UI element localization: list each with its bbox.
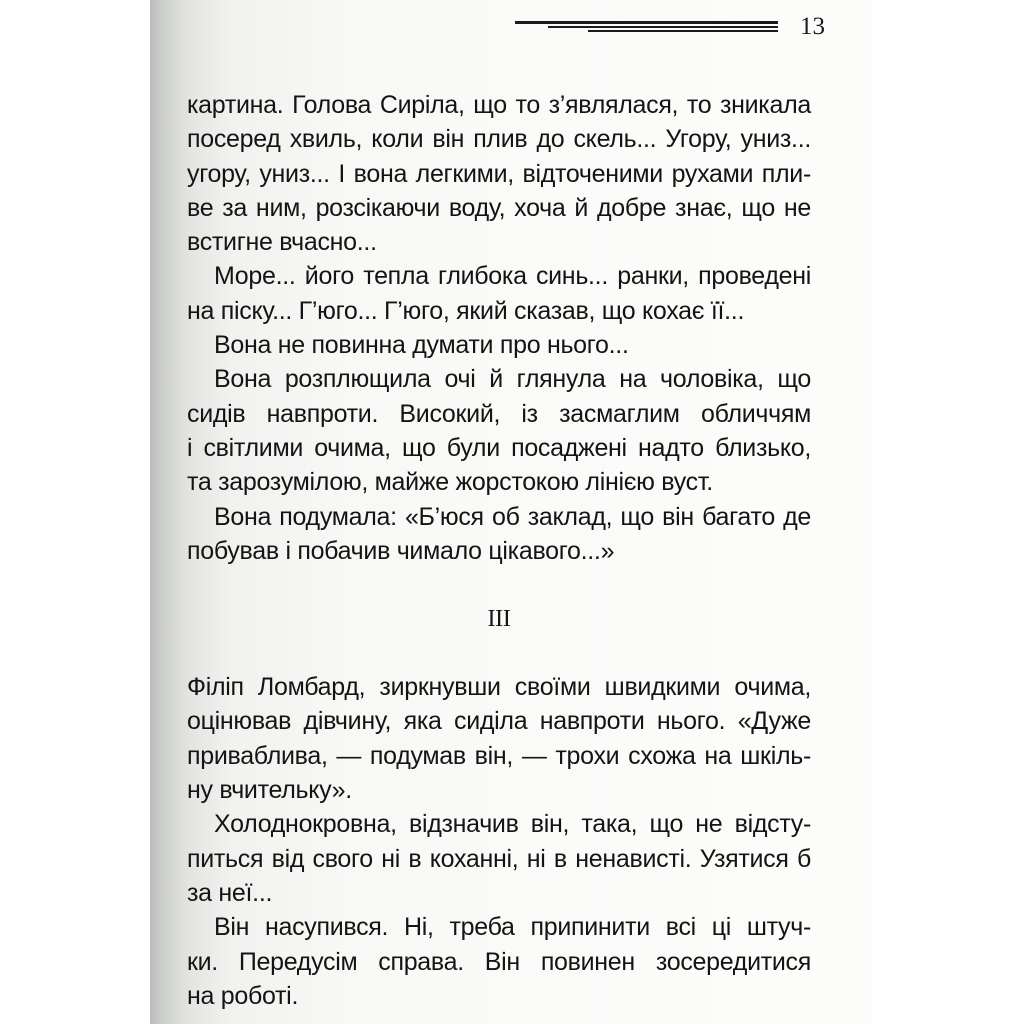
text-line: Філіп Ломбард, зиркнувши своїми швидкими очима,	[187, 673, 811, 702]
text-line: Море... його тепла глибока синь... ранки, проведені	[214, 262, 811, 291]
running-header	[495, 12, 825, 42]
text-line: на роботі.	[187, 981, 299, 1010]
text-line: Холоднокровна, відзначив він, така, що не відсту-	[214, 810, 811, 839]
paragraphs-before-section	[187, 88, 811, 568]
text-line: питься від свого ні в коханні, ні в ненависті. Узятися б	[187, 844, 811, 873]
paragraph	[187, 670, 811, 807]
section-heading: III	[487, 606, 511, 633]
text-line: приваблива, — подумав він, — трохи схожа на шкіль-	[187, 741, 811, 770]
paragraph	[187, 500, 811, 569]
header-rule	[515, 21, 778, 24]
paragraph	[187, 807, 811, 910]
text-line: і світлими очима, що були посаджені надто близько,	[187, 433, 811, 462]
text-line: ки. Передусім справа. Він повинен зосередитися	[187, 947, 811, 976]
header-rule	[548, 26, 778, 28]
paragraph	[187, 362, 811, 499]
text-line: Вона не повинна думати про нього...	[214, 331, 629, 360]
text-line: Вона подумала: «Б’юся об заклад, що він багато де	[214, 502, 811, 531]
paragraphs-after-section	[187, 670, 811, 1013]
body-text	[187, 88, 811, 1013]
text-line: встигне вчасно...	[187, 228, 377, 257]
text-line: ну вчительку».	[187, 776, 352, 805]
text-line: посеред хвиль, коли він плив до скель... Угору, униз...	[187, 125, 811, 154]
text-line: оцінював дівчину, яка сиділа навпроти нього. «Дуже	[187, 707, 811, 736]
text-line: картина. Голова Сиріла, що то з’являлася, то зникала	[187, 91, 811, 119]
text-line: та зарозумілою, майже жорстокою лінією вуст.	[187, 468, 713, 497]
paragraph	[187, 259, 811, 328]
page-number: 13	[800, 13, 825, 40]
text-line: побував і побачив чимало цікавого...»	[187, 536, 615, 565]
book-page	[150, 0, 872, 1024]
header-rule	[588, 30, 778, 32]
text-line: Він насупився. Ні, треба припинити всі ці штуч-	[214, 913, 811, 942]
text-line: ве за ним, розсікаючи воду, хоча й добре знає, що не	[187, 193, 811, 222]
text-line: за неї...	[187, 878, 273, 907]
paragraph	[187, 328, 811, 362]
paragraph	[187, 910, 811, 1013]
text-line: сидів навпроти. Високий, із засмаглим обличчям	[187, 399, 811, 428]
text-line: угору, униз... І вона легкими, відточеними рухами пли-	[187, 159, 811, 188]
text-line: Вона розплющила очі й глянула на чоловіка, що	[214, 365, 811, 394]
paragraph	[187, 88, 811, 259]
text-line: на піску... Г’юго... Г’юго, який сказав, що кохає її...	[187, 296, 745, 325]
